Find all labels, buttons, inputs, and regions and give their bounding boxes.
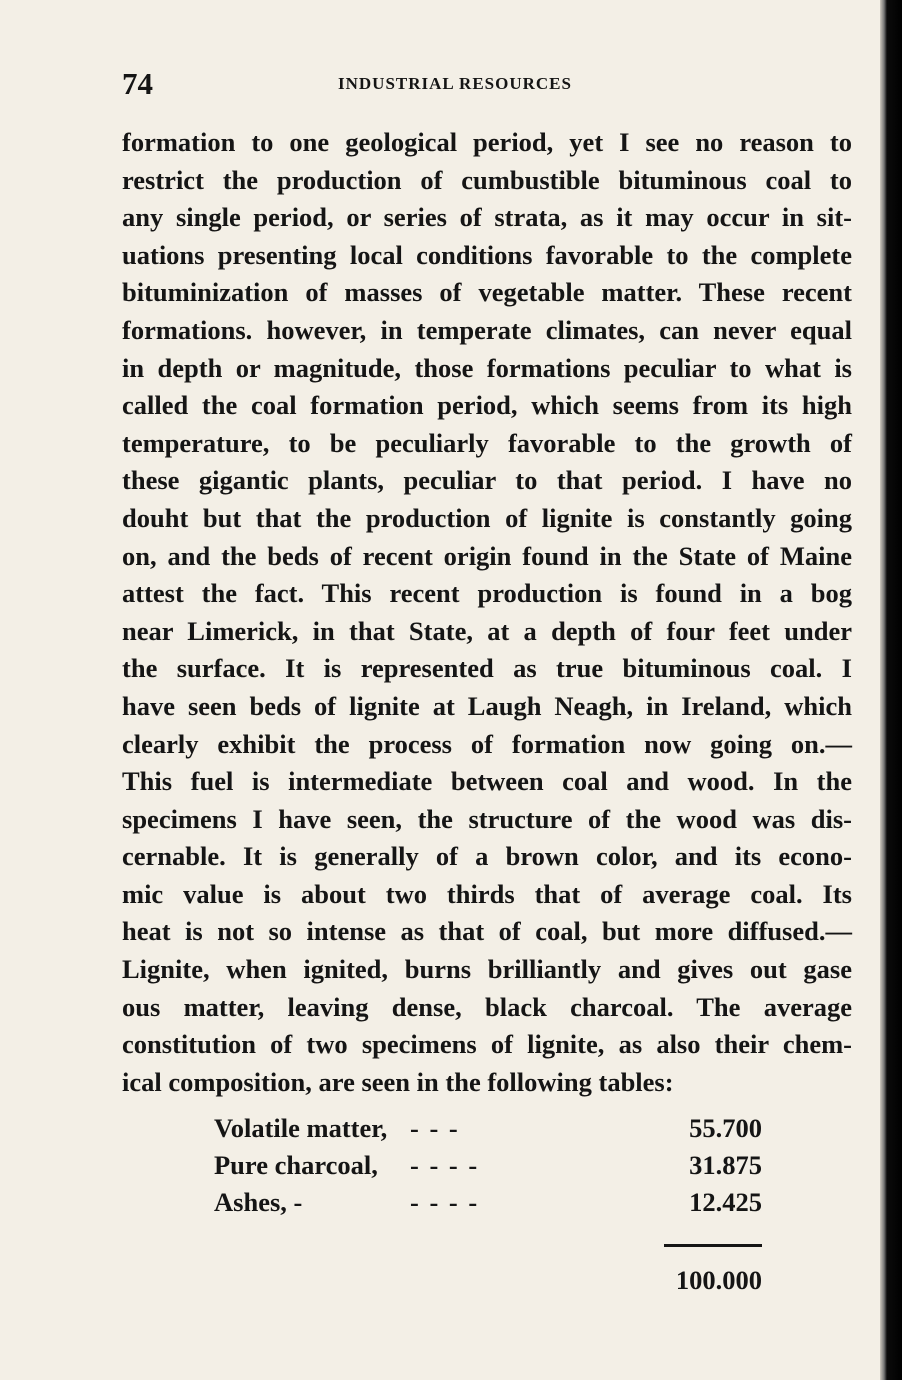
text-line: ical composition, are seen in the following tables: <box>122 1066 674 1097</box>
text-line: bituminization of masses of vegetable matter. These recent <box>122 277 852 308</box>
row-label: Ashes, - <box>214 1187 303 1217</box>
leader-dots: - - - - <box>410 1150 480 1180</box>
text-line: attest the fact. This recent production is found in a bog <box>122 578 852 609</box>
table-row <box>214 1110 774 1147</box>
text-line: This fuel is intermediate between coal and wood. In the <box>122 766 852 797</box>
row-value: 31.875 <box>689 1150 762 1180</box>
body-paragraph <box>122 124 852 1101</box>
sum-rule <box>664 1244 762 1247</box>
text-line: heat is not so intense as that of coal, but more diffused.— <box>122 916 852 947</box>
text-line: formations. however, in temperate climates, can never equal <box>122 314 852 345</box>
page-header <box>122 66 630 102</box>
text-line: these gigantic plants, peculiar to that period. I have no <box>122 465 852 496</box>
text-line: formation to one geological period, yet I see no reason to <box>122 127 852 157</box>
table-row <box>214 1147 774 1184</box>
text-line: clearly exhibit the process of formation now going on.— <box>122 728 852 759</box>
page-number: 74 <box>122 66 153 101</box>
text-line: on, and the beds of recent origin found in the State of Maine <box>122 540 852 571</box>
row-label: Pure charcoal, <box>214 1150 378 1180</box>
text-line: any single period, or series of strata, as it may occur in sit- <box>122 202 852 233</box>
table-total: 100.000 <box>675 1265 762 1295</box>
text-line: constitution of two specimens of lignite, as also their chem- <box>122 1029 852 1060</box>
row-label: Volatile matter, <box>214 1113 388 1143</box>
text-line: ous matter, leaving dense, black charcoal. The average <box>122 991 852 1022</box>
text-line: uations presenting local conditions favorable to the complete <box>122 239 852 270</box>
row-value: 12.425 <box>689 1187 762 1217</box>
table-row <box>214 1184 774 1221</box>
text-line: specimens I have seen, the structure of the wood was dis- <box>122 803 852 834</box>
text-line: restrict the production of cumbustible bituminous coal to <box>122 164 852 195</box>
text-line: called the coal formation period, which seems from its high <box>122 390 852 421</box>
leader-dots: - - - - <box>410 1187 480 1217</box>
text-line: in depth or magnitude, those formations peculiar to what is <box>122 352 852 383</box>
text-line: the surface. It is represented as true bituminous coal. I <box>122 653 852 684</box>
running-title: INDUSTRIAL RESOURCES <box>338 74 572 93</box>
text-line: douht but that the production of lignite is constantly going <box>122 502 852 533</box>
page-edge-shadow <box>880 0 902 1380</box>
leader-dots: - - - <box>410 1113 460 1143</box>
composition-table <box>214 1110 774 1295</box>
text-line: have seen beds of lignite at Laugh Neagh, in Ireland, which <box>122 690 852 721</box>
row-value: 55.700 <box>689 1113 762 1143</box>
text-line: mic value is about two thirds that of average coal. Its <box>122 878 852 909</box>
text-line: temperature, to be peculiarly favorable to the growth of <box>122 427 852 458</box>
text-line: cernable. It is generally of a brown color, and its econo- <box>122 841 852 872</box>
text-line: near Limerick, in that State, at a depth of four feet under <box>122 615 852 646</box>
text-line: Lignite, when ignited, burns brilliantly and gives out gase <box>122 954 852 985</box>
